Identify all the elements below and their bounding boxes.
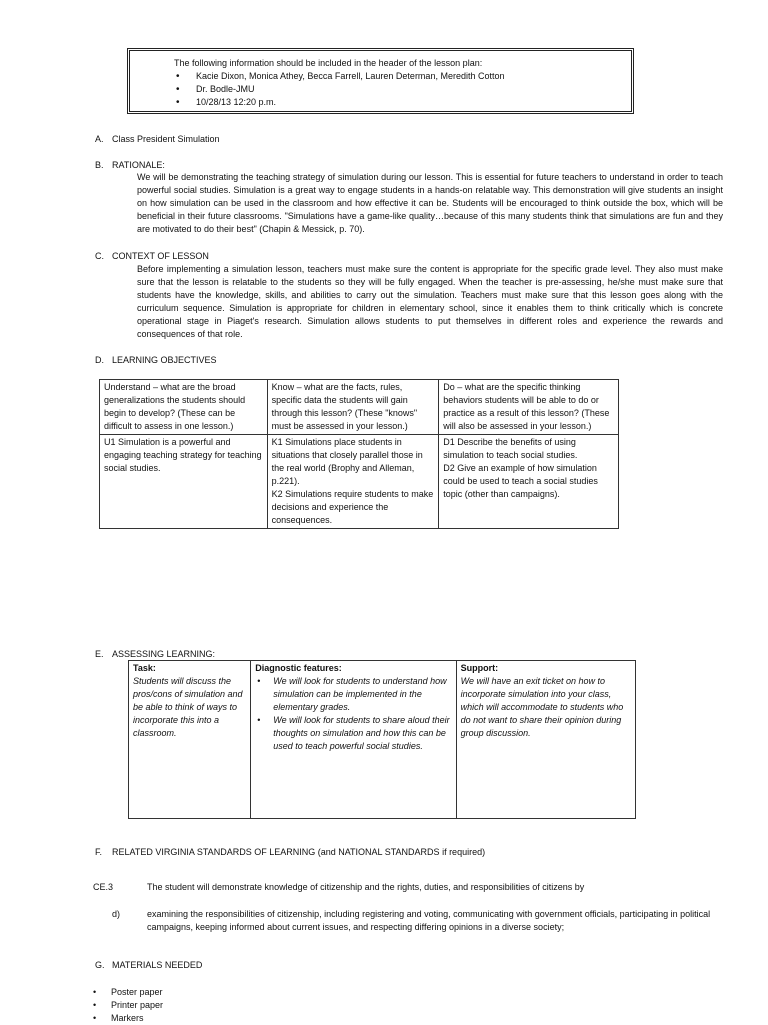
rationale-text: We will be demonstrating the teaching strategy of simulation during our lesson. This is essential for future teachers to understand in order to teach powerful social studies. Simulation is a great way to engage students in a hands-on relatable way. This demonstration will give students an insight on how simulation can be used in the classroom and how effective it can be. Students will be encouraged to think outside the box, which will be beneficial in their future classrooms. "Simulations have a game-like quality…because of this many students think that simulations are fun and they are motivated to do their best" (Chapin & Messick, p. 70). <box>137 172 723 234</box>
section-g-title: MATERIALS NEEDED <box>112 960 203 970</box>
diagnostic-cell <box>251 661 456 819</box>
section-a-letter: A. <box>95 134 104 144</box>
section-b-letter: B. <box>95 160 104 170</box>
section-d-title: LEARNING OBJECTIVES <box>112 355 217 365</box>
do-cell <box>439 435 619 529</box>
header-date: • 10/28/13 12:20 p.m. <box>174 96 504 109</box>
understand-cell: U1 Simulation is a powerful and engaging teaching strategy for teaching social studies. <box>100 435 268 529</box>
material-item: • Markers <box>93 1012 163 1025</box>
know-item-1: K1 Simulations place students in situations that closely parallel those in the real world (Brophy and Alleman, p.221). <box>271 437 423 486</box>
header-info-box <box>127 48 634 114</box>
do-item-1: D1 Describe the benefits of using simulation to teach social studies. <box>443 437 578 460</box>
section-c-title: CONTEXT OF LESSON <box>112 251 209 261</box>
task-text: Students will discuss the pros/cons of simulation and be able to think of ways to incorporate this into a classroom. <box>133 676 243 738</box>
support-cell <box>456 661 635 819</box>
do-item-2: D2 Give an example of how simulation could be used to teach a social studies topic (other than campaigns). <box>443 463 598 499</box>
diagnostic-list <box>255 675 451 753</box>
header-intro: The following information should be included in the header of the lesson plan: <box>174 58 483 68</box>
support-text: We will have an exit ticket on how to incorporate simulation into your class, which will accommodate to students who do not want to share their opinion during group discussion. <box>460 676 624 738</box>
standard-text: The student will demonstrate knowledge of citizenship and the rights, duties, and responsibilities of citizens by <box>147 882 585 892</box>
diagnostic-item-2: • We will look for students to share aloud their thoughts on simulation and how this can be used to teach powerful social studies. <box>255 714 451 753</box>
objectives-content-row <box>100 435 619 529</box>
assessment-row <box>129 661 636 819</box>
objectives-table <box>99 379 619 529</box>
section-f-title: RELATED VIRGINIA STANDARDS OF LEARNING (and NATIONAL STANDARDS if required) <box>112 847 486 857</box>
header-instructor: • Dr. Bodle-JMU <box>174 83 504 96</box>
diagnostic-header: Diagnostic features: <box>255 663 342 673</box>
material-item: • Poster paper <box>93 986 163 999</box>
do-header: Do – what are the specific thinking behaviors students will be able to do or practice as a result of this lesson? (These will also be assessed in your lesson.) <box>439 380 619 435</box>
task-cell <box>129 661 251 819</box>
material-item: • Printer paper <box>93 999 163 1012</box>
section-e-title: ASSESSING LEARNING: <box>112 649 216 659</box>
header-list <box>174 70 504 109</box>
standard-code: CE.3 <box>93 882 114 892</box>
understand-header: Understand – what are the broad generalizations the students should begin to develop? (These can be difficult to assess in one lesson.) <box>100 380 268 435</box>
standard-sub-text: examining the responsibilities of citizenship, including registering and voting, communicating with government officials, participating in political campaigns, keeping informed about current issues, and respecting differing opinions in a diverse society; <box>147 909 711 932</box>
materials-list <box>93 986 163 1025</box>
section-c-letter: C. <box>95 251 104 261</box>
section-g-letter: G. <box>95 960 105 970</box>
section-d-letter: D. <box>95 355 104 365</box>
section-a-title: Class President Simulation <box>112 134 220 144</box>
know-cell <box>267 435 439 529</box>
standard-sub-letter: d) <box>112 909 121 919</box>
section-f-letter: F. <box>95 847 103 857</box>
know-item-2: K2 Simulations require students to make decisions and experience the consequences. <box>271 489 434 525</box>
section-e-letter: E. <box>95 649 104 659</box>
assessment-table <box>128 660 636 819</box>
diagnostic-item-1: • We will look for students to understand how simulation can be implemented in the elementary grades. <box>255 675 451 714</box>
know-header: Know – what are the facts, rules, specific data the students will gain through this lesson? (These "knows" must be assessed in your lesson.) <box>267 380 439 435</box>
context-text: Before implementing a simulation lesson, teachers must make sure the content is appropriate for the specific grade level. They also must make sure that the lesson is relatable to the students so they will be fully engaged. When the teacher is pre-assessing, he/she must make sure that students have the knowledge, skills, and abilities to carry out the simulation. Teachers must make sure that this lesson goes along with the curriculum sequence. Simulation is appropriate for children in elementary school, since it enables them to think critically which is concrete operational stage in Piaget's research. Simulation allows students to put themselves in different roles and experience the rewards and consequences of that role. <box>137 264 723 339</box>
header-authors: • Kacie Dixon, Monica Athey, Becca Farrell, Lauren Determan, Meredith Cotton <box>174 70 504 83</box>
section-b-title: RATIONALE: <box>112 160 165 170</box>
objectives-header-row <box>100 380 619 435</box>
support-header: Support: <box>460 663 499 673</box>
task-header: Task: <box>133 663 156 673</box>
